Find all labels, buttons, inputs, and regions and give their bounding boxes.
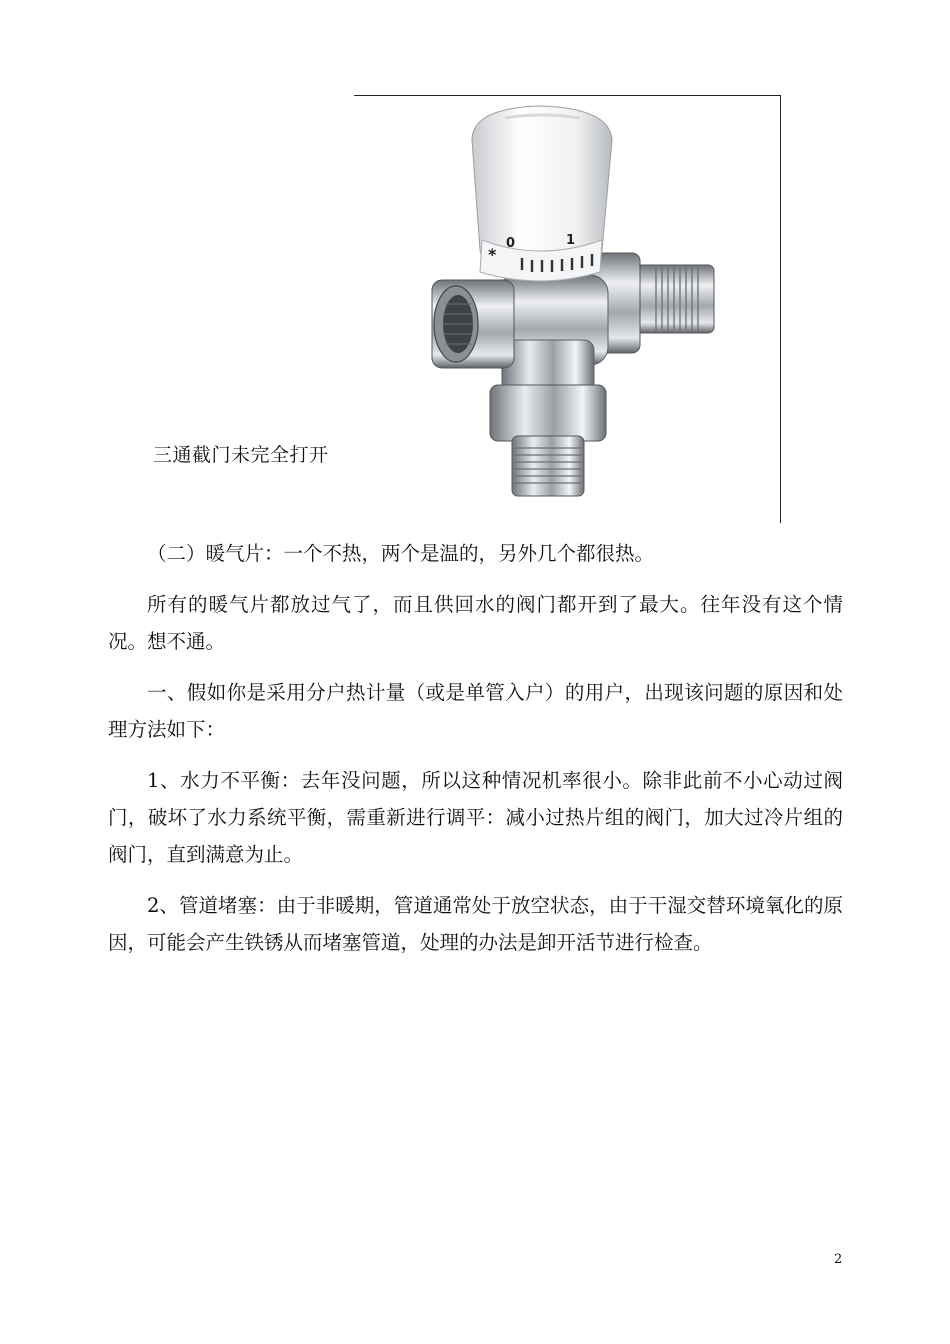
dial-one-mark: 1 bbox=[566, 233, 576, 248]
snowflake-mark: * bbox=[488, 245, 497, 264]
paragraph: 一、假如你是采用分户热计量（或是单管入户）的用户，出现该问题的原因和处理方法如下： bbox=[108, 681, 843, 741]
figure-frame-top bbox=[354, 95, 781, 96]
three-way-valve-image bbox=[420, 100, 720, 510]
paragraph: （二）暖气片：一个不热，两个是温的，另外几个都很热。 bbox=[147, 542, 655, 565]
paragraph: 2、管道堵塞：由于非暖期，管道通常处于放空状态，由于干湿交替环境氧化的原因，可能会产生铁锈从而堵塞管道，处理的办法是卸开活节进行检查。 bbox=[108, 894, 843, 954]
dial-zero-mark: 0 bbox=[506, 236, 516, 251]
page-number: 2 bbox=[834, 1252, 843, 1267]
paragraph: 所有的暖气片都放过气了，而且供回水的阀门都开到了最大。往年没有这个情况。想不通。 bbox=[108, 593, 843, 653]
body-text bbox=[108, 535, 843, 975]
paragraph: 1、水力不平衡：去年没问题，所以这种情况机率很小。除非此前不小心动过阀门，破坏了水力系统平衡，需重新进行调平：减小过热片组的阀门，加大过冷片组的阀门，直到满意为止。 bbox=[108, 769, 843, 866]
figure-frame-right bbox=[780, 95, 781, 523]
figure-caption: 三通截门未完全打开 bbox=[153, 444, 329, 466]
